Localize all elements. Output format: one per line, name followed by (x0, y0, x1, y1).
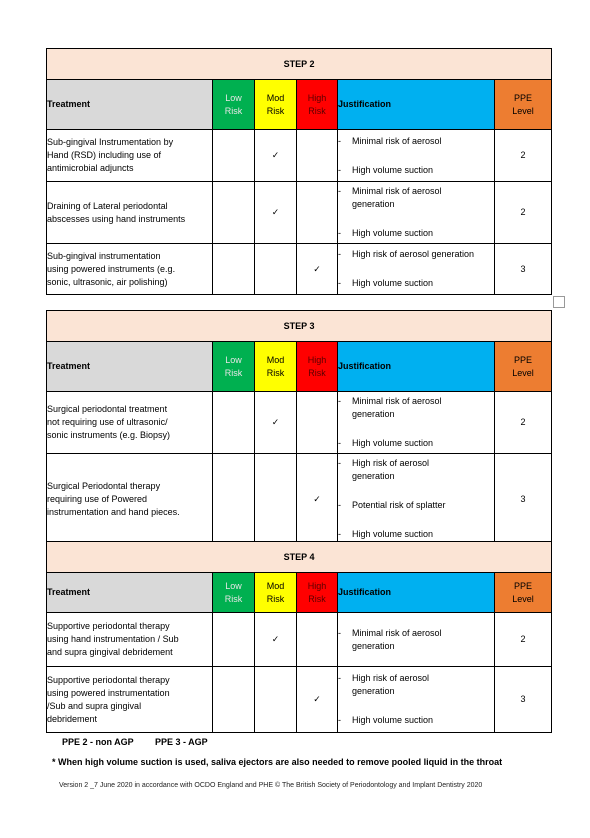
justification-text (352, 248, 494, 261)
treatment-line: debridement (47, 713, 98, 724)
header-low-line: Risk (224, 593, 243, 604)
check-mark-icon: ✓ (313, 694, 321, 704)
step-title: STEP 3 (47, 311, 552, 342)
header-high-line: Risk (308, 105, 326, 116)
low-risk-cell (213, 392, 255, 454)
justification-line: High volume suction (352, 164, 434, 175)
justification-line: generation (352, 686, 395, 696)
justification-line: generation (352, 409, 395, 419)
justification-item (338, 714, 494, 727)
treatment-line: abscesses using hand instruments (47, 213, 186, 224)
bullet-dash-icon: - (338, 278, 341, 288)
treatment-line: requiring use of Powered (47, 493, 148, 504)
treatment-cell (47, 182, 213, 244)
treatment-line: and supra gingival debridement (47, 647, 173, 657)
justification-cell (338, 130, 495, 182)
ppe-level-cell: 3 (495, 667, 552, 733)
low-risk-cell (213, 182, 255, 244)
treatment-cell (47, 454, 213, 545)
justification-line: High volume suction (352, 529, 434, 539)
bullet-dash-icon: - (338, 135, 341, 146)
check-mark-icon: ✓ (271, 417, 280, 427)
mod-risk-cell (255, 392, 297, 454)
justification-item (338, 135, 494, 148)
header-low-risk (213, 573, 255, 613)
treatment-line: Supportive periodontal therapy (47, 674, 170, 685)
high-risk-cell (297, 392, 338, 454)
justification-line: High risk of aerosol (352, 458, 430, 468)
treatment-line: sonic, ultrasonic, air polishing) (47, 276, 168, 287)
justification-line: Minimal risk of aerosol (352, 186, 442, 196)
table-row (47, 667, 552, 733)
bullet-dash-icon: - (338, 673, 341, 683)
justification-item (338, 227, 494, 240)
justification-line: High volume suction (352, 715, 434, 725)
treatment-line: Surgical periodontal treatment (47, 404, 168, 414)
step-table (46, 310, 552, 545)
header-high-line: Risk (308, 367, 326, 378)
table-row (47, 613, 552, 667)
ppe-level-cell: 2 (495, 392, 552, 454)
justification-item (338, 499, 494, 512)
bullet-dash-icon: - (338, 458, 341, 468)
bullet-dash-icon: - (338, 500, 341, 510)
ppe-note-2: PPE 2 - non AGP (62, 737, 134, 747)
mod-risk-cell (255, 182, 297, 244)
justification-item (338, 437, 494, 450)
justification-item (338, 457, 494, 483)
low-risk-cell (213, 454, 255, 545)
footnote: * When high volume suction is used, saliva ejectors are also needed to remove pooled liquid in the throat (52, 757, 503, 767)
header-ppe-level (495, 342, 552, 392)
justification-line: Minimal risk of aerosol (352, 135, 442, 146)
justification-cell (338, 182, 495, 244)
treatment-line: antimicrobial adjuncts (47, 163, 134, 173)
justification-line: High volume suction (352, 228, 434, 238)
justification-text (352, 672, 494, 698)
justification-cell (338, 244, 495, 295)
header-high-risk (297, 342, 338, 392)
justification-line: Potential risk of splatter (352, 500, 446, 510)
table-row (47, 182, 552, 244)
header-ppe-level (495, 573, 552, 613)
ppe-level-cell: 3 (495, 244, 552, 295)
low-risk-cell (213, 613, 255, 667)
header-ppe-line: Level (512, 367, 534, 378)
header-justification: Justification (338, 342, 495, 392)
low-risk-cell (213, 130, 255, 182)
treatment-line: Surgical Periodontal therapy (47, 480, 161, 491)
header-high-line: Risk (308, 593, 326, 604)
justification-text (352, 457, 494, 483)
justification-cell (338, 392, 495, 454)
justification-text (352, 135, 494, 148)
step-title: STEP 2 (47, 49, 552, 80)
header-ppe-line: Level (512, 105, 534, 116)
bullet-dash-icon: - (338, 164, 341, 175)
justification-item (338, 277, 494, 290)
mod-risk-cell (255, 244, 297, 295)
header-treatment: Treatment (47, 573, 213, 613)
header-low-line: Low (225, 354, 242, 365)
treatment-cell (47, 613, 213, 667)
header-high-risk (297, 80, 338, 130)
treatment-line: Sub-gingival instrumentation (47, 250, 161, 261)
justification-item (338, 185, 494, 211)
table-row (47, 392, 552, 454)
treatment-line: instrumentation and hand pieces. (47, 506, 180, 517)
justification-cell (338, 613, 495, 667)
justification-line: High volume suction (352, 278, 434, 288)
table-row (47, 454, 552, 545)
low-risk-cell (213, 244, 255, 295)
table-handle-box (553, 296, 565, 308)
header-high-line: High (307, 354, 327, 365)
justification-item (338, 528, 494, 541)
treatment-cell (47, 244, 213, 295)
justification-line: High volume suction (352, 438, 434, 448)
justification-line: High risk of aerosol generation (352, 249, 475, 259)
justification-item (338, 395, 494, 421)
header-mod-risk (255, 342, 297, 392)
header-treatment: Treatment (47, 342, 213, 392)
check-mark-icon: ✓ (271, 634, 280, 644)
header-mod-line: Mod (266, 92, 285, 103)
treatment-line: Hand (RSD) including use of (47, 150, 162, 160)
ppe-level-cell: 2 (495, 182, 552, 244)
step-table (46, 48, 552, 295)
justification-text (352, 627, 494, 653)
header-ppe-line: PPE (514, 580, 533, 591)
header-mod-line: Risk (266, 593, 285, 604)
justification-text (352, 277, 494, 290)
header-low-risk (213, 342, 255, 392)
bullet-dash-icon: - (338, 249, 341, 259)
high-risk-cell (297, 182, 338, 244)
bullet-dash-icon: - (338, 228, 341, 238)
check-mark-icon: ✓ (271, 150, 280, 160)
justification-text (352, 395, 494, 421)
treatment-line: sonic instruments (e.g. Biopsy) (47, 430, 171, 440)
justification-text (352, 528, 494, 541)
treatment-line: using hand instrumentation / Sub (47, 634, 179, 644)
treatment-line: Supportive periodontal therapy (47, 621, 170, 631)
justification-item (338, 248, 494, 261)
justification-cell (338, 454, 495, 545)
high-risk-cell (297, 244, 338, 295)
step-table (46, 541, 552, 733)
header-low-line: Risk (224, 105, 243, 116)
header-ppe-line: PPE (514, 92, 533, 103)
justification-text (352, 714, 494, 727)
justification-line: High risk of aerosol (352, 673, 430, 683)
ppe-level-cell: 2 (495, 130, 552, 182)
treatment-line: /Sub and supra gingival (47, 700, 142, 711)
justification-text (352, 227, 494, 240)
high-risk-cell (297, 667, 338, 733)
header-low-line: Low (225, 580, 242, 591)
table-row (47, 244, 552, 295)
header-mod-line: Risk (266, 367, 285, 378)
table-row (47, 130, 552, 182)
step-title: STEP 4 (47, 542, 552, 573)
justification-text (352, 164, 494, 177)
treatment-cell (47, 130, 213, 182)
treatment-line: using powered instrumentation (47, 687, 170, 698)
treatment-line: using powered instruments (e.g. (47, 263, 176, 274)
header-treatment: Treatment (47, 80, 213, 130)
justification-item (338, 627, 494, 653)
justification-text (352, 185, 494, 211)
check-mark-icon: ✓ (271, 207, 280, 217)
header-ppe-line: PPE (514, 354, 533, 365)
mod-risk-cell (255, 454, 297, 545)
bullet-dash-icon: - (338, 627, 341, 638)
version-line: Version 2 _7 June 2020 in accordance with OCDO England and PHE © The British Society of Periodontology and Implant Dentistry 2020 (59, 782, 483, 789)
ppe-level-cell: 3 (495, 454, 552, 545)
header-high-risk (297, 573, 338, 613)
justification-cell (338, 667, 495, 733)
treatment-line: Sub-gingival Instrumentation by (47, 137, 174, 147)
treatment-cell (47, 667, 213, 733)
mod-risk-cell (255, 613, 297, 667)
justification-line: generation (352, 199, 395, 209)
justification-item (338, 164, 494, 177)
header-low-line: Low (225, 92, 242, 103)
check-mark-icon: ✓ (313, 263, 321, 274)
mod-risk-cell (255, 130, 297, 182)
bullet-dash-icon: - (338, 715, 341, 725)
check-mark-icon: ✓ (313, 493, 321, 504)
high-risk-cell (297, 613, 338, 667)
bullet-dash-icon: - (338, 438, 341, 448)
ppe-level-cell: 2 (495, 613, 552, 667)
justification-line: generation (352, 471, 395, 481)
bullet-dash-icon: - (338, 186, 341, 196)
ppe-note-3: PPE 3 - AGP (155, 737, 208, 747)
justification-item (338, 672, 494, 698)
header-mod-line: Mod (266, 354, 285, 365)
header-ppe-line: Level (512, 593, 534, 604)
header-mod-line: Risk (266, 105, 285, 116)
header-mod-line: Mod (266, 580, 285, 591)
header-high-line: High (307, 92, 327, 103)
high-risk-cell (297, 454, 338, 545)
header-justification: Justification (338, 80, 495, 130)
low-risk-cell (213, 667, 255, 733)
bullet-dash-icon: - (338, 396, 341, 406)
bullet-dash-icon: - (338, 529, 341, 539)
justification-line: generation (352, 640, 395, 651)
justification-text (352, 437, 494, 450)
treatment-cell (47, 392, 213, 454)
high-risk-cell (297, 130, 338, 182)
justification-text (352, 499, 494, 512)
header-low-risk (213, 80, 255, 130)
treatment-line: Draining of Lateral periodontal (47, 200, 168, 211)
justification-line: Minimal risk of aerosol (352, 627, 442, 638)
header-mod-risk (255, 573, 297, 613)
treatment-line: not requiring use of ultrasonic/ (47, 417, 168, 427)
header-ppe-level (495, 80, 552, 130)
header-justification: Justification (338, 573, 495, 613)
header-mod-risk (255, 80, 297, 130)
header-low-line: Risk (224, 367, 243, 378)
justification-line: Minimal risk of aerosol (352, 396, 442, 406)
mod-risk-cell (255, 667, 297, 733)
header-high-line: High (307, 580, 327, 591)
